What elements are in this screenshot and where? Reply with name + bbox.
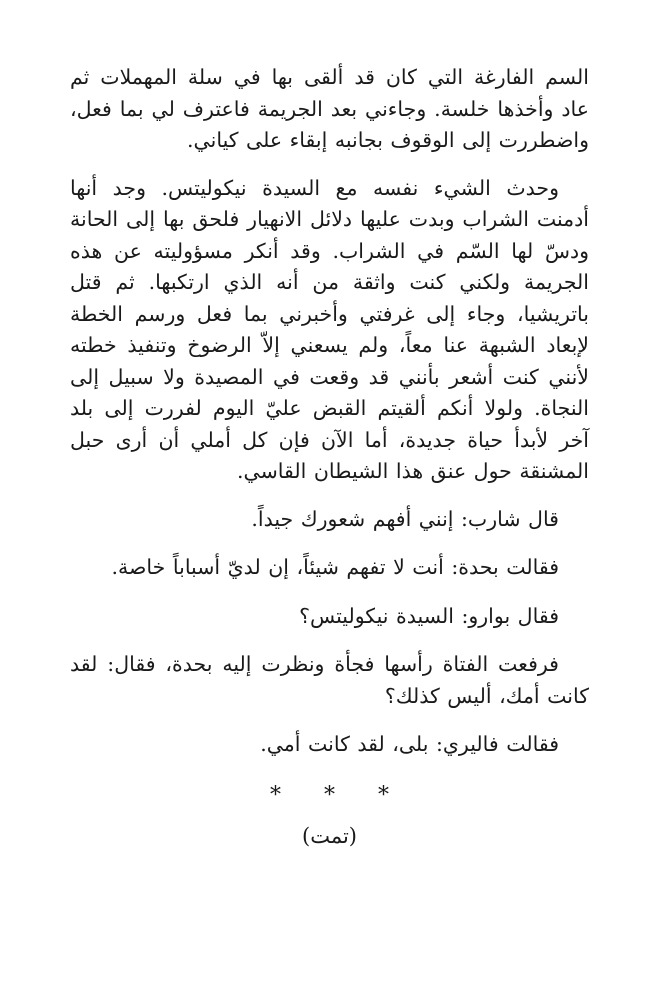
paragraph-4: فقالت بحدة: أنت لا تفهم شيئاً، إن لديّ أسباباً خاصة. [111,555,559,579]
paragraph-7: فقالت فاليري: بلى، لقد كانت أمي. [260,732,559,756]
paragraph-5: فقال بوارو: السيدة نيكوليتس؟ [299,603,559,628]
section-ornament: * * * [270,782,407,808]
paragraph-2: وحدث الشيء نفسه مع السيدة نيكوليتس. وجد أنها أدمنت الشراب وبدت عليها دلائل الانهيار فلحق بها إلى الحانة ودسّ لها السّم في الشراب. وقد أنكر مسؤوليته عن هذه الجريمة ولكني كنت واثقة من أنه الذي ارتكبها. ثم قتل باتريشيا، وجاء إلى غرفتي وأخبرني بما فعل ورسم الخطة لإبعاد الشبهة عنا معاً، ولم يسعني إلاّ الرضوخ وتنفيذ خطته لأنني كنت أشعر بأنني قد وقعت في المصيدة ولا سبيل إلى النجاة. ولولا أنكم ألقيتم القبض عليّ اليوم لفررت إلى بلد آخر لأبدأ حياة جديدة، أما الآن فإن كل أملي أن أرى حبل المشنقة حول عنق هذا الشيطان القاسي. [70,175,589,483]
paragraph-3: قال شارب: إنني أفهم شعورك جيداً. [251,506,559,531]
end-mark: (تمت) [302,823,357,848]
paragraph-1: السم الفارغة التي كان قد ألقى بها في سلة المهملات ثم عاد وأخذها خلسة. وجاءني بعد الجريمة فاعترف لي بما فعل، واضطررت إلى الوقوف بجانبه إبقاء على كياني. [70,65,589,152]
paragraph-6: فرفعت الفتاة رأسها فجأة ونظرت إليه بحدة، فقال: لقد كانت أمك، أليس كذلك؟ [70,652,589,708]
